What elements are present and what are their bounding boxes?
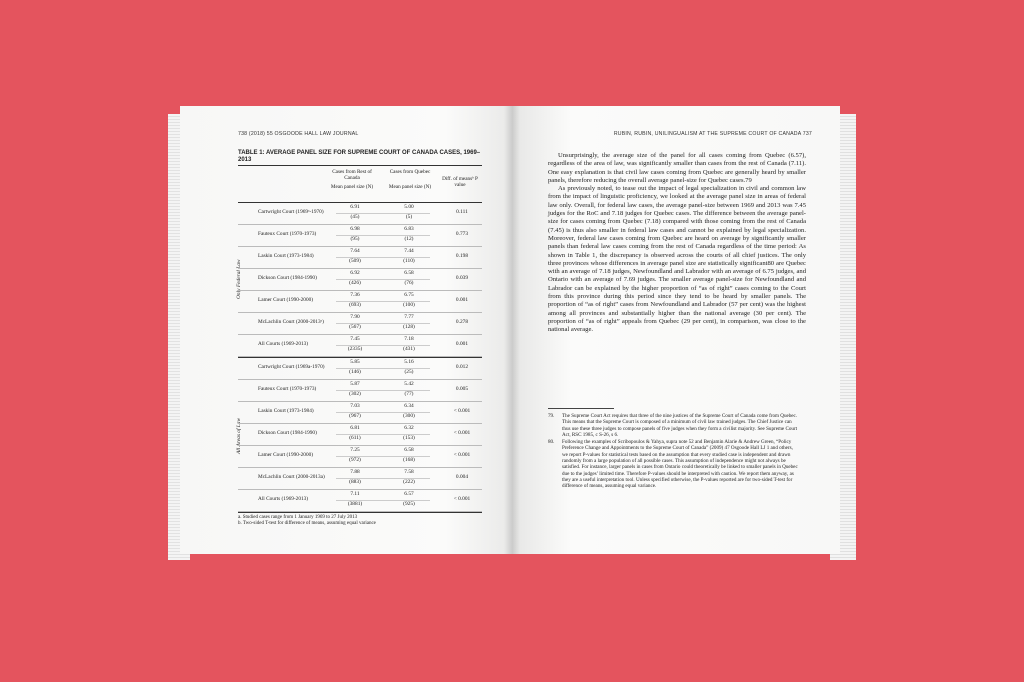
roc-count: (972) <box>349 457 361 463</box>
qc-mean: 5.42 <box>404 381 414 387</box>
court-name: Cartwright Court (1969ᵃ-1970) <box>258 209 324 215</box>
roc-count: (45) <box>350 214 360 220</box>
table-row <box>238 402 482 424</box>
table-row <box>238 291 482 313</box>
qc-count: (76) <box>404 280 414 286</box>
col-pvalue-header: Diff. of meansᵇ P value <box>442 176 478 188</box>
table-title: TABLE 1: AVERAGE PANEL SIZE FOR SUPREME COURT OF CANADA CASES, 1969–2013 <box>238 150 482 166</box>
court-name: All Courts (1969-2013) <box>258 496 309 502</box>
p-value: 0.001 <box>455 297 469 303</box>
roc-mean: 5.87 <box>350 381 360 387</box>
roc-count: (509) <box>349 258 361 264</box>
qc-count: (110) <box>403 258 415 264</box>
roc-mean: 7.45 <box>350 336 360 342</box>
qc-count: (12) <box>404 236 414 242</box>
court-name: McLachlin Court (2000-2013a) <box>258 474 325 480</box>
footnote-rule <box>548 408 614 409</box>
qc-count: (77) <box>404 391 414 397</box>
footnote-text: The Supreme Court Act requires that three of the nine justices of the Supreme Court of Canada come from Quebec. This means that the Supreme Court is composed of a minimum of civil law trained judges. The Chief Justice can thus use these three judges to compose panels of five judges when they form a civilist majority. See Supreme Court Act, RSC 1985, c S-26, s 6. <box>562 413 798 438</box>
court-name: All Courts (1969-2013) <box>258 341 309 347</box>
paragraph: Unsurprisingly, the average size of the panel for all cases coming from Quebec (6.57), regardless of the area of law, was significantly smaller than cases from the rest of Canada (7.11). One easy explanation is that civil law cases coming from Quebec are generally heard by smaller panels, therefore reducing the overall average panel-size for Quebec cases.79 <box>548 152 806 184</box>
roc-mean: 7.25 <box>350 447 360 453</box>
col-roc-sub: Mean panel size (N) <box>330 184 374 190</box>
roc-count: (146) <box>349 369 361 375</box>
qc-mean: 6.83 <box>404 226 414 232</box>
table-row <box>238 335 482 357</box>
roc-count: (883) <box>349 479 361 485</box>
qc-count: (128) <box>403 324 415 330</box>
col-qc-header: Cases from Quebec <box>389 169 431 175</box>
footnote <box>548 439 798 489</box>
roc-mean: 7.36 <box>350 292 360 298</box>
roc-mean: 7.90 <box>350 314 360 320</box>
table-row <box>238 247 482 269</box>
court-name: Fauteux Court (1970-1973) <box>258 231 317 237</box>
roc-mean: 7.03 <box>350 403 360 409</box>
qc-mean: 7.77 <box>404 314 414 320</box>
qc-mean: 7.44 <box>404 248 414 254</box>
qc-mean: 6.75 <box>404 292 414 298</box>
court-name: Laskin Court (1973-1984) <box>258 253 314 259</box>
qc-count: (222) <box>403 479 415 485</box>
qc-mean: 6.34 <box>404 403 414 409</box>
right-page <box>512 106 840 554</box>
table-notes <box>238 515 482 528</box>
footnote-number: 80. <box>548 439 555 446</box>
roc-mean: 5.85 <box>350 359 360 365</box>
table-row <box>238 468 482 490</box>
open-book <box>168 106 856 566</box>
table-note-a: a. Studied cases range from 1 January 1969 to 27 July 2013 <box>238 515 358 520</box>
qc-count: (431) <box>403 346 415 352</box>
qc-mean: 5.00 <box>404 204 414 210</box>
table-row <box>238 269 482 291</box>
running-head-right: RUBIN, RUBIN, UNILINGUALISM AT THE SUPREME COURT OF CANADA 737 <box>613 131 812 137</box>
qc-mean: 7.58 <box>404 469 414 475</box>
p-value: 0.773 <box>455 231 469 237</box>
qc-mean: 6.58 <box>404 270 414 276</box>
p-value: 0.039 <box>455 275 469 281</box>
qc-mean: 6.32 <box>404 425 414 431</box>
court-name: Lamer Court (1990-2000) <box>258 297 314 303</box>
body-text <box>548 152 806 335</box>
roc-mean: 6.81 <box>350 425 360 431</box>
qc-count: (5) <box>405 214 413 220</box>
table-groups <box>238 203 482 513</box>
table-row <box>238 225 482 247</box>
table-row <box>238 424 482 446</box>
roc-mean: 7.64 <box>350 248 360 254</box>
book-gutter <box>504 106 520 554</box>
table-row <box>238 358 482 380</box>
table-note-b: b. Two-sided T-test for difference of means, assuming equal variance <box>238 521 376 527</box>
roc-mean: 6.91 <box>350 204 360 210</box>
qc-count: (153) <box>403 435 415 441</box>
paragraph: As previously noted, to tease out the impact of legal specialization in civil and common law from the impact of linguistic proficiency, we looked at the average panel size in areas of federal law only. Overall, for federal law cases, the average panel-size between 1969 and 2013 was 7.45 judges for the RoC and 7.18 judges for Quebec cases. The difference between the average panel-size for cases coming from Quebec (7.18) compared with those coming from the rest of Canada (7.45) is thus also smaller in federal law cases and cannot be explained by legal specialization. Moreover, federal law cases coming from Quebec are heard on average by significantly smaller panels than federal law cases coming from the rest of Canada regardless of the time period: As shown in Table 1, the discrepancy is observed across the courts of all chief justices. The only three provinces whose differences in average panel size are statistically significant80 are Quebec with an average of 7.18 judges, Newfoundland and Labrador with an average of 6.75 judges, and Ontario with an average of 7.69 judges. The smaller average panel-size for Newfoundland and Labrador can be explained by the higher proportion of “as of right” cases coming to the Court from this province during this period since they tend to be heard by smaller panels. The proportion of “as of right” cases from Newfoundland and Labrador (57 per cent) was the highest among all provinces and substantially higher than the national average (30 per cent). The proportion of “as of right” appeals from Quebec (29 per cent), in comparison, was close to the national average. <box>548 185 806 334</box>
p-value: < 0.001 <box>453 496 471 502</box>
qc-count: (100) <box>403 302 415 308</box>
table-row <box>238 203 482 225</box>
p-value: 0.278 <box>455 319 469 325</box>
court-name: Laskin Court (1973-1984) <box>258 408 314 414</box>
qc-count: (300) <box>403 413 415 419</box>
p-value: < 0.001 <box>453 452 471 458</box>
table-row <box>238 446 482 468</box>
roc-count: (302) <box>349 391 361 397</box>
group-label: All Areas of Law <box>236 417 242 454</box>
roc-count: (567) <box>349 324 361 330</box>
col-roc-header: Cases from Rest of Canada <box>332 169 372 181</box>
roc-mean: 6.98 <box>350 226 360 232</box>
court-name: Dickson Court (1984-1990) <box>258 275 317 281</box>
court-name: Dickson Court (1984-1990) <box>258 430 317 436</box>
table-row <box>238 490 482 512</box>
roc-mean: 7.88 <box>350 469 360 475</box>
qc-mean: 6.57 <box>404 491 414 497</box>
qc-mean: 5.16 <box>404 359 414 365</box>
p-value: 0.012 <box>455 364 469 370</box>
p-value: 0.001 <box>455 341 469 347</box>
court-name: Fauteux Court (1970-1973) <box>258 386 317 392</box>
running-head-left: 738 (2018) 55 OSGOODE HALL LAW JOURNAL <box>238 131 359 137</box>
p-value: 0.004 <box>455 474 469 480</box>
roc-count: (967) <box>349 413 361 419</box>
footnote <box>548 413 798 438</box>
p-value: 0.111 <box>456 209 468 215</box>
footnote-text: Following the examples of Scribopoulos & Yahya, supra note 52 and Benjamin Alarie & Andrew Green, “Policy Preference Change and Appointments to the Supreme Court of Canada” (2009) 47 Osgoode Hall LJ 1 and others, we report P-values for statistical tests based on the assumption that every studied case is independent and drawn randomly from a large population of all possible cases. This assumption of independence might not always be satisfied. For instance, larger panels in cases from Ontario could theoretically be linked to smaller panels in Quebec due to the judges’ limited time. Therefore P-values should be interpreted with caution. We report them anyway, as they are a useful interpretation tool. Unless specified otherwise, the P-values reported are for two-sided T-test for difference of means, assuming equal variance. <box>562 439 798 490</box>
p-value: 0.198 <box>455 253 469 259</box>
roc-count: (95) <box>350 236 360 242</box>
roc-mean: 6.92 <box>350 270 360 276</box>
roc-count: (693) <box>349 302 361 308</box>
p-value: 0.005 <box>455 386 469 392</box>
table-group <box>238 358 482 513</box>
p-value: < 0.001 <box>453 408 471 414</box>
roc-count: (3881) <box>347 501 363 507</box>
roc-count: (2335) <box>347 346 363 352</box>
roc-count: (426) <box>349 280 361 286</box>
left-page <box>180 106 512 554</box>
court-name: Cartwright Court (1969a-1970) <box>258 364 325 370</box>
p-value: < 0.001 <box>453 430 471 436</box>
qc-mean: 6.58 <box>404 447 414 453</box>
qc-count: (925) <box>403 501 415 507</box>
col-qc-sub: Mean panel size (N) <box>388 184 432 190</box>
qc-count: (168) <box>403 457 415 463</box>
footnote-number: 79. <box>548 413 555 419</box>
group-label: Only Federal Law <box>236 258 242 299</box>
table-group <box>238 203 482 358</box>
table-row <box>238 313 482 335</box>
panel-size-table <box>238 150 482 528</box>
court-name: McLachlin Court (2000-2013ᵃ) <box>258 319 324 325</box>
court-name: Lamer Court (1990-2000) <box>258 452 314 458</box>
table-row <box>238 380 482 402</box>
qc-mean: 7.18 <box>404 336 414 342</box>
table-header <box>238 166 482 203</box>
footnotes <box>548 413 798 491</box>
roc-mean: 7.11 <box>350 491 360 497</box>
qc-count: (25) <box>404 369 414 375</box>
roc-count: (611) <box>349 435 361 441</box>
